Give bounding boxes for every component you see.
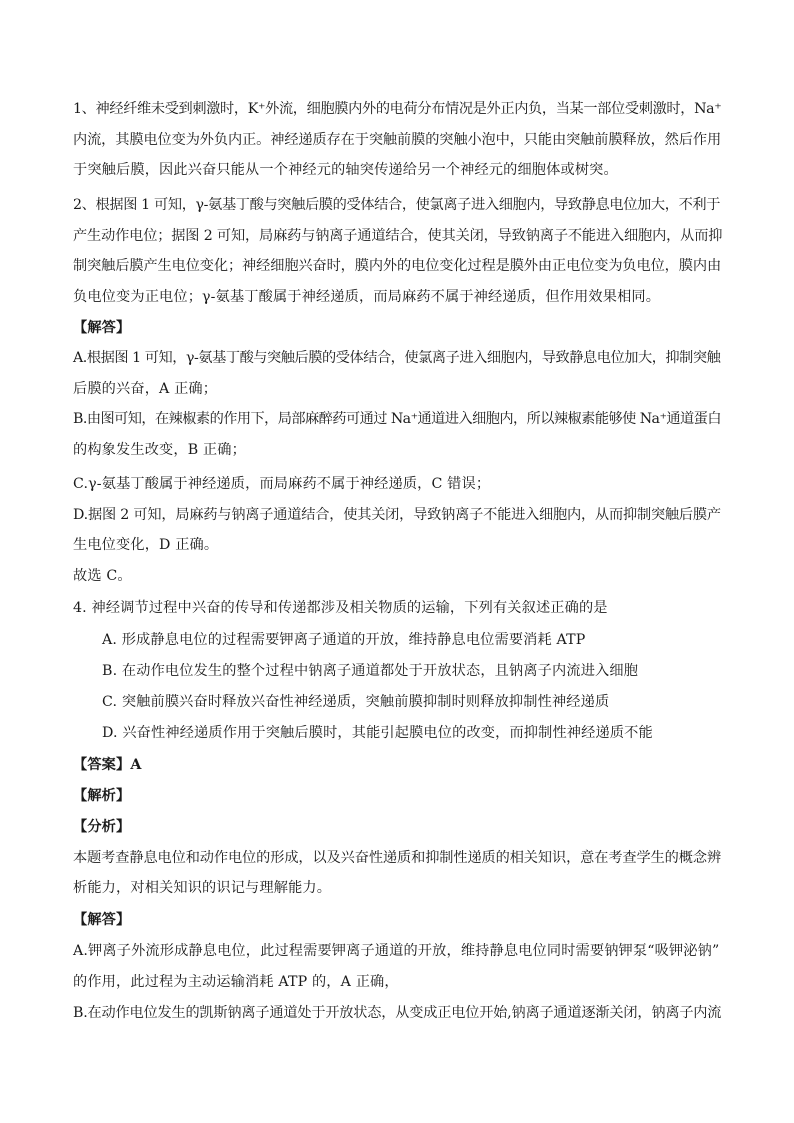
question-4-option-c: C. 突触前膜兴奋时释放兴奋性神经递质，突触前膜抑制时则释放抑制性神经递质 — [102, 694, 610, 710]
solution-c: C.γ-氨基丁酸属于神经递质，而局麻药不属于神经递质，C 错误； — [73, 476, 491, 492]
paragraph-1-line-1: 1、神经纤维未受到刺激时，K⁺外流，细胞膜内外的电荷分布情况是外正内负，当某一部位受刺激时，Na⁺ — [73, 101, 722, 117]
solution2-a-line-1: A.钾离子外流形成静息电位，此过程需要钾离子通道的开放，维持静息电位同时需要钠钾泵“吸钾泌钠” — [73, 943, 720, 959]
paragraph-2-line-2: 产生动作电位；据图 2 可知，局麻药与钠离子通道结合，使其关闭，导致钠离子不能进入细胞内，从而抑 — [73, 228, 723, 244]
paragraph-1-line-2: 内流，其膜电位变为外负内正。神经递质存在于突触前膜的突触小泡中，只能由突触前膜释放，然后作用 — [73, 132, 722, 148]
paragraph-2-line-3: 制突触后膜产生电位变化；神经细胞兴奋时，膜内外的电位变化过程是膜外由正电位变为负电位，膜内由 — [73, 258, 722, 274]
answer-label: 【答案】A — [73, 757, 142, 773]
section-heading-jieda-2: 【解答】 — [73, 912, 131, 928]
solution2-a-line-2: 的作用，此过程为主动运输消耗 ATP 的，A 正确， — [73, 974, 399, 990]
section-heading-fenxi: 【分析】 — [73, 819, 131, 835]
paragraph-1-line-3: 于突触后膜，因此兴奋只能从一个神经元的轴突传递给另一个神经元的细胞体或树突。 — [73, 162, 618, 178]
solution-b-line-2: 的构象发生改变，B 正确； — [73, 442, 246, 458]
question-4-option-d: D. 兴奋性神经递质作用于突触后膜时，其能引起膜电位的改变，而抑制性神经递质不能 — [102, 725, 653, 741]
solution-d-line-2: 生电位变化，D 正确。 — [73, 537, 219, 553]
question-4-option-a: A. 形成静息电位的过程需要钾离子通道的开放，维持静息电位需要消耗 ATP — [102, 632, 586, 648]
solution2-b-line-1: B.在动作电位发生的凯斯钠离子通道处于开放状态，从变成正电位开始,钠离子通道逐渐关闭，钠离子内流 — [73, 1005, 722, 1021]
solution-b-line-1: B.由图可知，在辣椒素的作用下，局部麻醉药可通过 Na⁺通道进入细胞内，所以辣椒素能够使 Na⁺通道蛋白 — [73, 411, 721, 427]
solution-a-line-2: 后膜的兴奋，A 正确； — [73, 381, 218, 397]
final-choice: 故选 C。 — [73, 568, 132, 584]
analysis-line-1: 本题考查静息电位和动作电位的形成，以及兴奋性递质和抑制性递质的相关知识，意在考查学生的概念辨 — [73, 850, 722, 866]
paragraph-2-line-1: 2、根据图 1 可知，γ-氨基丁酸与突触后膜的受体结合，使氯离子进入细胞内，导致静息电位加大，不利于 — [73, 197, 721, 213]
section-heading-jiexi: 【解析】 — [73, 788, 131, 804]
paragraph-2-line-4: 负电位变为正电位；γ-氨基丁酸属于神经递质，而局麻药不属于神经递质，但作用效果相同。 — [73, 289, 661, 305]
solution-a-line-1: A.根据图 1 可知，γ-氨基丁酸与突触后膜的受体结合，使氯离子进入细胞内，导致静息电位加大，抑制突触 — [73, 350, 721, 366]
question-4-stem: 4. 神经调节过程中兴奋的传导和传递都涉及相关物质的运输，下列有关叙述正确的是 — [73, 600, 608, 616]
solution-d-line-1: D.据图 2 可知，局麻药与钠离子通道结合，使其关闭，导致钠离子不能进入细胞内，从而抑制突触后膜产 — [73, 507, 721, 523]
analysis-line-2: 析能力，对相关知识的识记与理解能力。 — [73, 880, 332, 896]
section-heading-jieda: 【解答】 — [73, 320, 131, 336]
question-4-option-b: B. 在动作电位发生的整个过程中钠离子通道都处于开放状态，且钠离子内流进入细胞 — [102, 663, 639, 679]
